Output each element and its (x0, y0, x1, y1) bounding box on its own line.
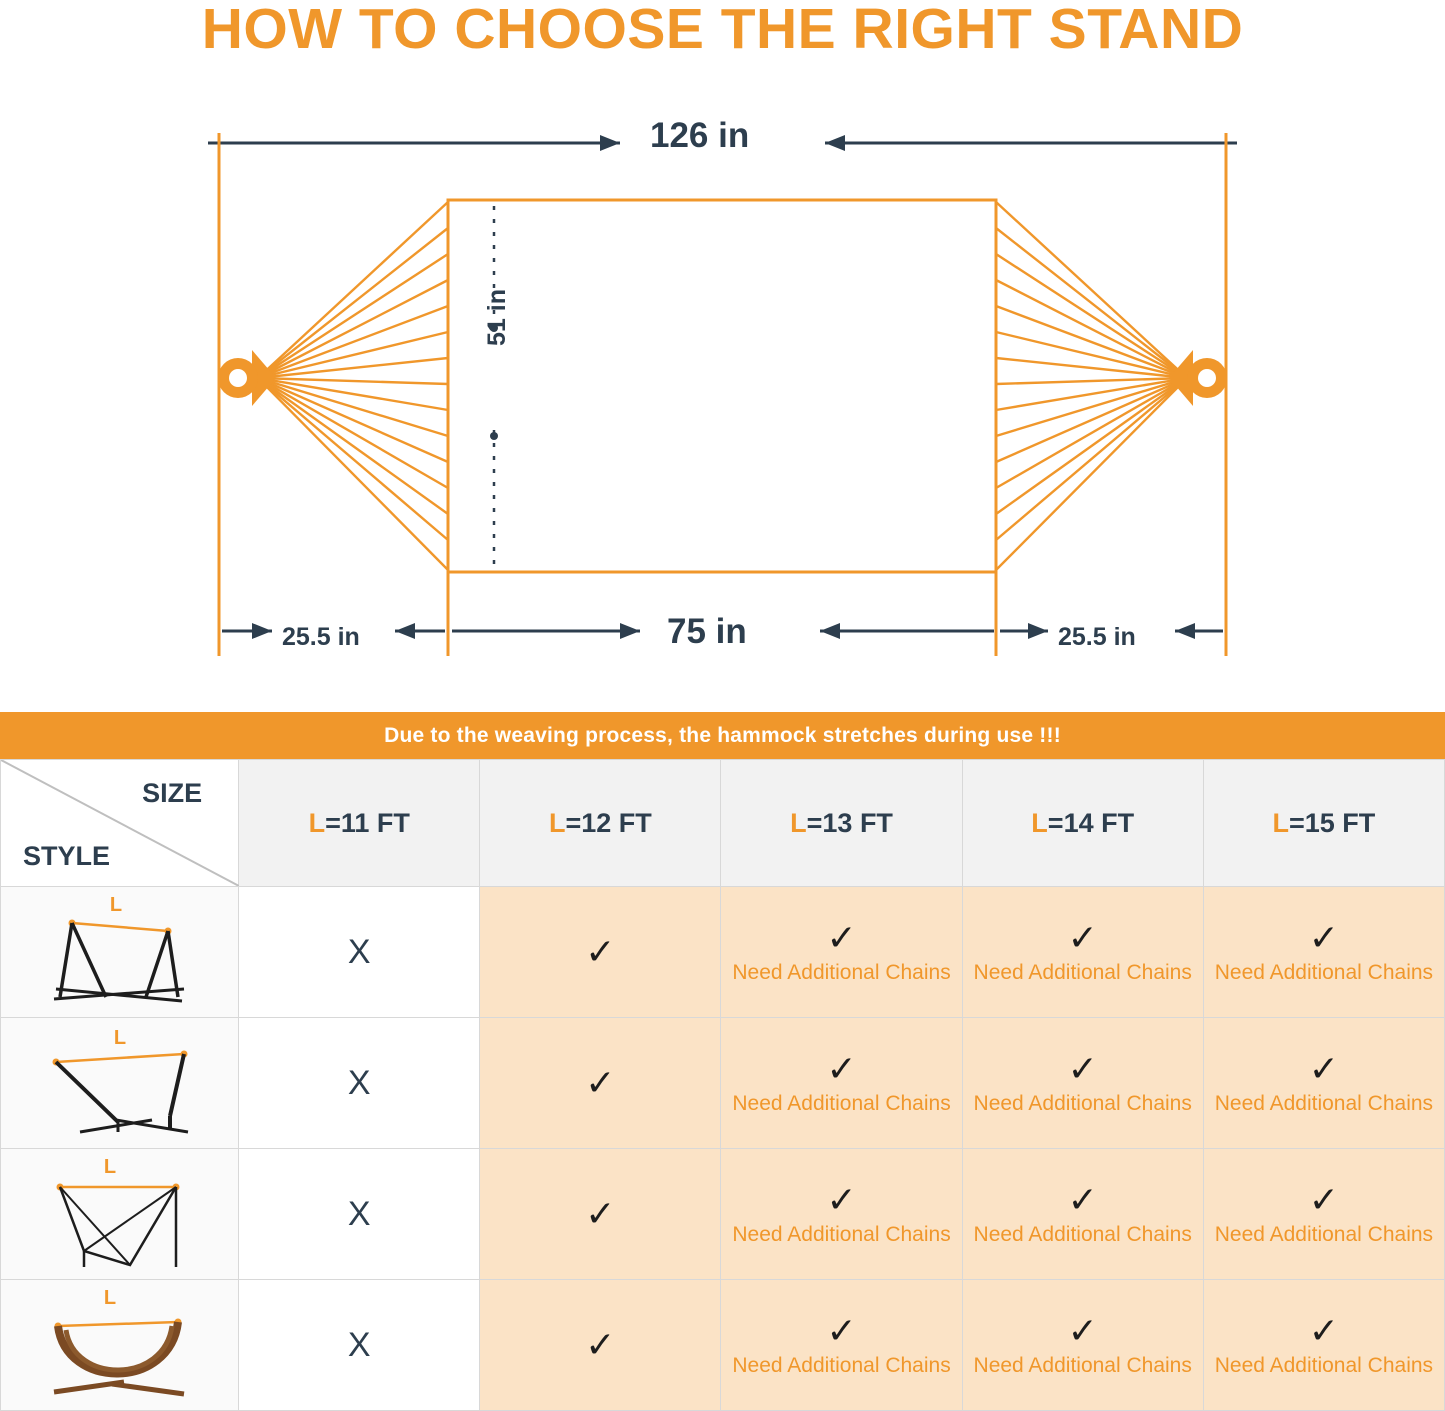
cell-curved-wood-14ft (962, 1280, 1203, 1411)
compatibility-grid (0, 759, 1445, 1411)
column-header-prefix: L (1272, 807, 1289, 838)
cell-y-frame-11ft (239, 1018, 480, 1149)
stand-compatibility-table (0, 712, 1445, 1411)
column-header-suffix: =11 FT (325, 807, 410, 838)
check-icon: ✓ (1308, 1179, 1339, 1220)
column-header-prefix: L (790, 807, 807, 838)
table-row (1, 1280, 1445, 1411)
corner-header (1, 760, 239, 887)
cell-note: Need Additional Chains (973, 961, 1192, 984)
style-cell-v-frame (1, 1149, 239, 1280)
check-icon: ✓ (1067, 1179, 1098, 1220)
cell-y-frame-13ft (721, 1018, 962, 1149)
column-header-suffix: =14 FT (1047, 807, 1135, 838)
check-icon: ✓ (1308, 917, 1339, 958)
cell-value: X (347, 1063, 371, 1102)
cell-note: Need Additional Chains (732, 1223, 951, 1246)
cell-v-frame-12ft (480, 1149, 721, 1280)
svg-text:L: L (103, 1156, 116, 1178)
dimension-bed-height: 51 in (483, 289, 511, 346)
svg-text:L: L (113, 1027, 126, 1049)
check-icon: ✓ (1067, 917, 1098, 958)
cell-note: Need Additional Chains (732, 1354, 951, 1377)
column-header-15ft (1203, 760, 1444, 887)
check-icon: ✓ (585, 931, 616, 972)
check-icon: ✓ (1308, 1310, 1339, 1351)
cell-v-frame-15ft (1203, 1149, 1444, 1280)
column-header-13ft (721, 760, 962, 887)
cell-a-frame-11ft (239, 887, 480, 1018)
cell-curved-wood-15ft (1203, 1280, 1444, 1411)
dimension-left-end: 25.5 in (282, 623, 360, 651)
cell-curved-wood-12ft (480, 1280, 721, 1411)
column-header-prefix: L (308, 807, 326, 838)
table-row (1, 887, 1445, 1018)
dimension-right-end: 25.5 in (1058, 623, 1136, 651)
page-title: HOW TO CHOOSE THE RIGHT STAND (201, 0, 1244, 61)
cell-a-frame-13ft (721, 887, 962, 1018)
cell-y-frame-14ft (962, 1018, 1203, 1149)
style-cell-a-frame (1, 887, 239, 1018)
corner-style-label: STYLE (23, 841, 111, 871)
hammock-drawing (0, 78, 1445, 678)
column-header-11ft (239, 760, 480, 887)
column-header-suffix: =12 FT (565, 807, 652, 838)
cell-curved-wood-13ft (721, 1280, 962, 1411)
cell-note: Need Additional Chains (973, 1223, 1192, 1246)
column-header-12ft (480, 760, 721, 887)
check-icon: ✓ (585, 1193, 616, 1234)
check-icon: ✓ (1308, 1048, 1339, 1089)
cell-v-frame-14ft (962, 1149, 1203, 1280)
column-header-14ft (962, 760, 1203, 887)
check-icon: ✓ (1067, 1310, 1098, 1351)
check-icon: ✓ (585, 1324, 616, 1365)
hammock-dimension-diagram (0, 78, 1445, 678)
stretch-notice: Due to the weaving process, the hammock stretches during use !!! (0, 712, 1445, 759)
cell-value: X (347, 932, 371, 971)
v-frame-stand-icon (20, 1155, 220, 1273)
cell-a-frame-14ft (962, 887, 1203, 1018)
cell-v-frame-13ft (721, 1149, 962, 1280)
cell-value: X (347, 1194, 371, 1233)
cell-curved-wood-11ft (239, 1280, 480, 1411)
cell-note: Need Additional Chains (973, 1354, 1192, 1377)
style-cell-curved-wood (1, 1280, 239, 1411)
table-row (1, 1018, 1445, 1149)
column-header-suffix: =15 FT (1288, 807, 1376, 838)
check-icon: ✓ (826, 1048, 857, 1089)
cell-note: Need Additional Chains (1214, 1223, 1434, 1246)
cell-v-frame-11ft (239, 1149, 480, 1280)
check-icon: ✓ (1067, 1048, 1098, 1089)
cell-value: X (347, 1325, 371, 1364)
check-icon: ✓ (585, 1062, 616, 1103)
dimension-total-length: 126 in (650, 116, 750, 155)
curved-wood-stand-icon (20, 1286, 220, 1404)
style-cell-y-frame (1, 1018, 239, 1149)
cell-y-frame-15ft (1203, 1018, 1444, 1149)
column-header-prefix: L (548, 807, 566, 838)
column-header-suffix: =13 FT (806, 807, 893, 838)
table-row (1, 1149, 1445, 1280)
cell-note: Need Additional Chains (973, 1092, 1192, 1115)
cell-note: Need Additional Chains (1214, 1354, 1434, 1377)
check-icon: ✓ (826, 1179, 857, 1220)
check-icon: ✓ (826, 917, 857, 958)
y-frame-stand-icon (20, 1024, 220, 1142)
cell-y-frame-12ft (480, 1018, 721, 1149)
cell-note: Need Additional Chains (1214, 961, 1434, 984)
dimension-bed-width: 75 in (667, 612, 747, 651)
svg-text:L: L (103, 1287, 116, 1309)
cell-note: Need Additional Chains (732, 1092, 951, 1115)
cell-a-frame-15ft (1203, 887, 1444, 1018)
cell-note: Need Additional Chains (732, 961, 951, 984)
table-header-row (1, 760, 1445, 887)
cell-a-frame-12ft (480, 887, 721, 1018)
check-icon: ✓ (826, 1310, 857, 1351)
corner-size-label: SIZE (142, 778, 203, 808)
svg-text:L: L (109, 894, 122, 916)
column-header-prefix: L (1031, 807, 1048, 838)
cell-note: Need Additional Chains (1214, 1092, 1434, 1115)
a-frame-stand-icon (20, 893, 220, 1011)
